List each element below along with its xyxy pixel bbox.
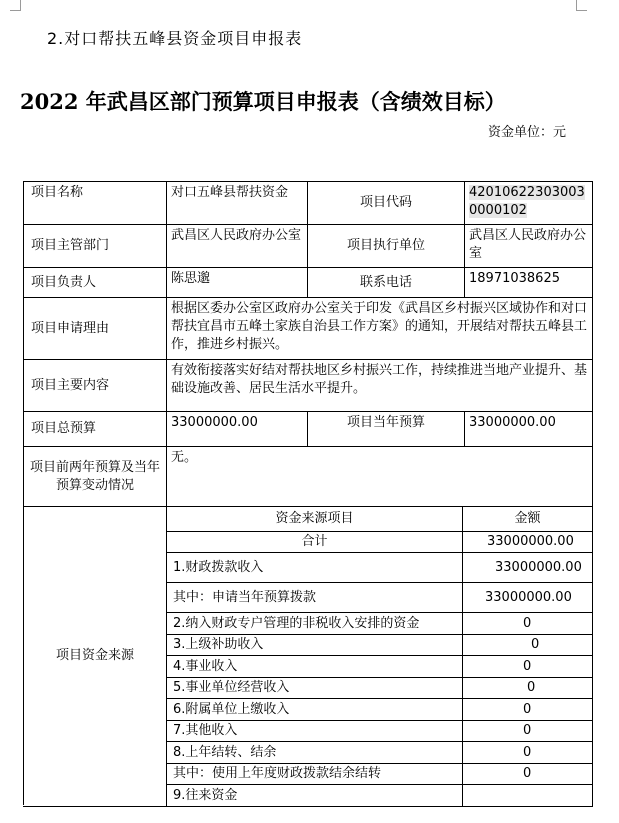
total-label: 项目总预算 [23, 411, 166, 446]
phone-value: 18971038625 [464, 267, 592, 297]
page-corner-mark [576, 0, 587, 11]
table-bottom-border [23, 806, 592, 807]
funding-row-label: 7.其他收入 [166, 720, 462, 741]
funding-row-amount: 0 [462, 763, 592, 784]
funding-row-amount: 0 [462, 698, 592, 720]
exec-value: 武昌区人民政府办公室 [464, 224, 592, 267]
funding-row-amount: 33000000.00 [462, 582, 592, 612]
content-label: 项目主要内容 [23, 359, 166, 411]
year-label: 项目当年预算 [307, 411, 464, 446]
funding-row-label: 4.事业收入 [166, 655, 462, 677]
code-label: 项目代码 [307, 181, 464, 224]
funding-label: 项目资金来源 [23, 506, 166, 805]
change-label: 项目前两年预算及当年预算变动情况 [23, 446, 166, 506]
funding-row-label: 6.附属单位上缴收入 [166, 698, 462, 720]
page-title: 2022 年武昌区部门预算项目申报表（含绩效目标） [20, 89, 506, 114]
year-value: 33000000.00 [464, 411, 592, 446]
phone-label: 联系电话 [307, 267, 464, 297]
funding-row-amount: 0 [462, 655, 592, 677]
funding-row-amount: 0 [462, 612, 592, 634]
section-heading: 2.对口帮扶五峰县资金项目申报表 [47, 29, 303, 48]
funding-row-label: 其中：申请当年预算拨款 [166, 582, 462, 612]
owner-label: 项目负责人 [23, 267, 166, 297]
change-value: 无。 [166, 446, 592, 506]
funding-row-label: 3.上级补助收入 [166, 634, 462, 655]
funding-row-amount: 0 [462, 634, 592, 655]
currency-unit: 资金单位：元 [488, 125, 567, 140]
name-label: 项目名称 [23, 181, 166, 224]
funding-row-label: 9.往来资金 [166, 784, 462, 806]
funding-row-amount: 0 [462, 741, 592, 763]
funding-row-label: 合计 [166, 531, 462, 552]
funding-header-source: 资金来源项目 [166, 506, 462, 531]
total-value: 33000000.00 [166, 411, 307, 446]
owner-value: 陈思邈 [166, 267, 307, 297]
code-cell [464, 181, 592, 224]
funding-row-amount: 0 [462, 720, 592, 741]
funding-row-amount [462, 784, 592, 806]
table-right-border [592, 181, 593, 807]
reason-label: 项目申请理由 [23, 297, 166, 359]
dept-label: 项目主管部门 [23, 224, 166, 267]
funding-row-amount: 33000000.00 [462, 531, 592, 552]
page-corner-mark [10, 0, 21, 11]
funding-row-label: 8.上年结转、结余 [166, 741, 462, 763]
reason-value: 根据区委办公室区政府办公室关于印发《武昌区乡村振兴区域协作和对口帮扶宜昌市五峰土家族自治县工作方案》的通知，开展结对帮扶五峰县工作，推进乡村振兴。 [166, 297, 592, 359]
funding-row-label: 5.事业单位经营收入 [166, 677, 462, 698]
name-value: 对口五峰县帮扶资金 [166, 181, 307, 224]
code-value: 420106223030030000102 [469, 185, 585, 218]
funding-row-label: 其中：使用上年度财政拨款结余结转 [166, 763, 462, 784]
content-value: 有效衔接落实好结对帮扶地区乡村振兴工作，持续推进当地产业提升、基础设施改善、居民生活水平提升。 [166, 359, 592, 411]
exec-label: 项目执行单位 [307, 224, 464, 267]
funding-row-amount: 0 [462, 677, 592, 698]
funding-row-label: 1.财政拨款收入 [166, 552, 462, 582]
dept-value: 武昌区人民政府办公室 [166, 224, 307, 267]
funding-row-amount: 33000000.00 [462, 552, 592, 582]
funding-row-label: 2.纳入财政专户管理的非税收入安排的资金 [166, 612, 462, 634]
funding-header-amount: 金额 [462, 506, 592, 531]
